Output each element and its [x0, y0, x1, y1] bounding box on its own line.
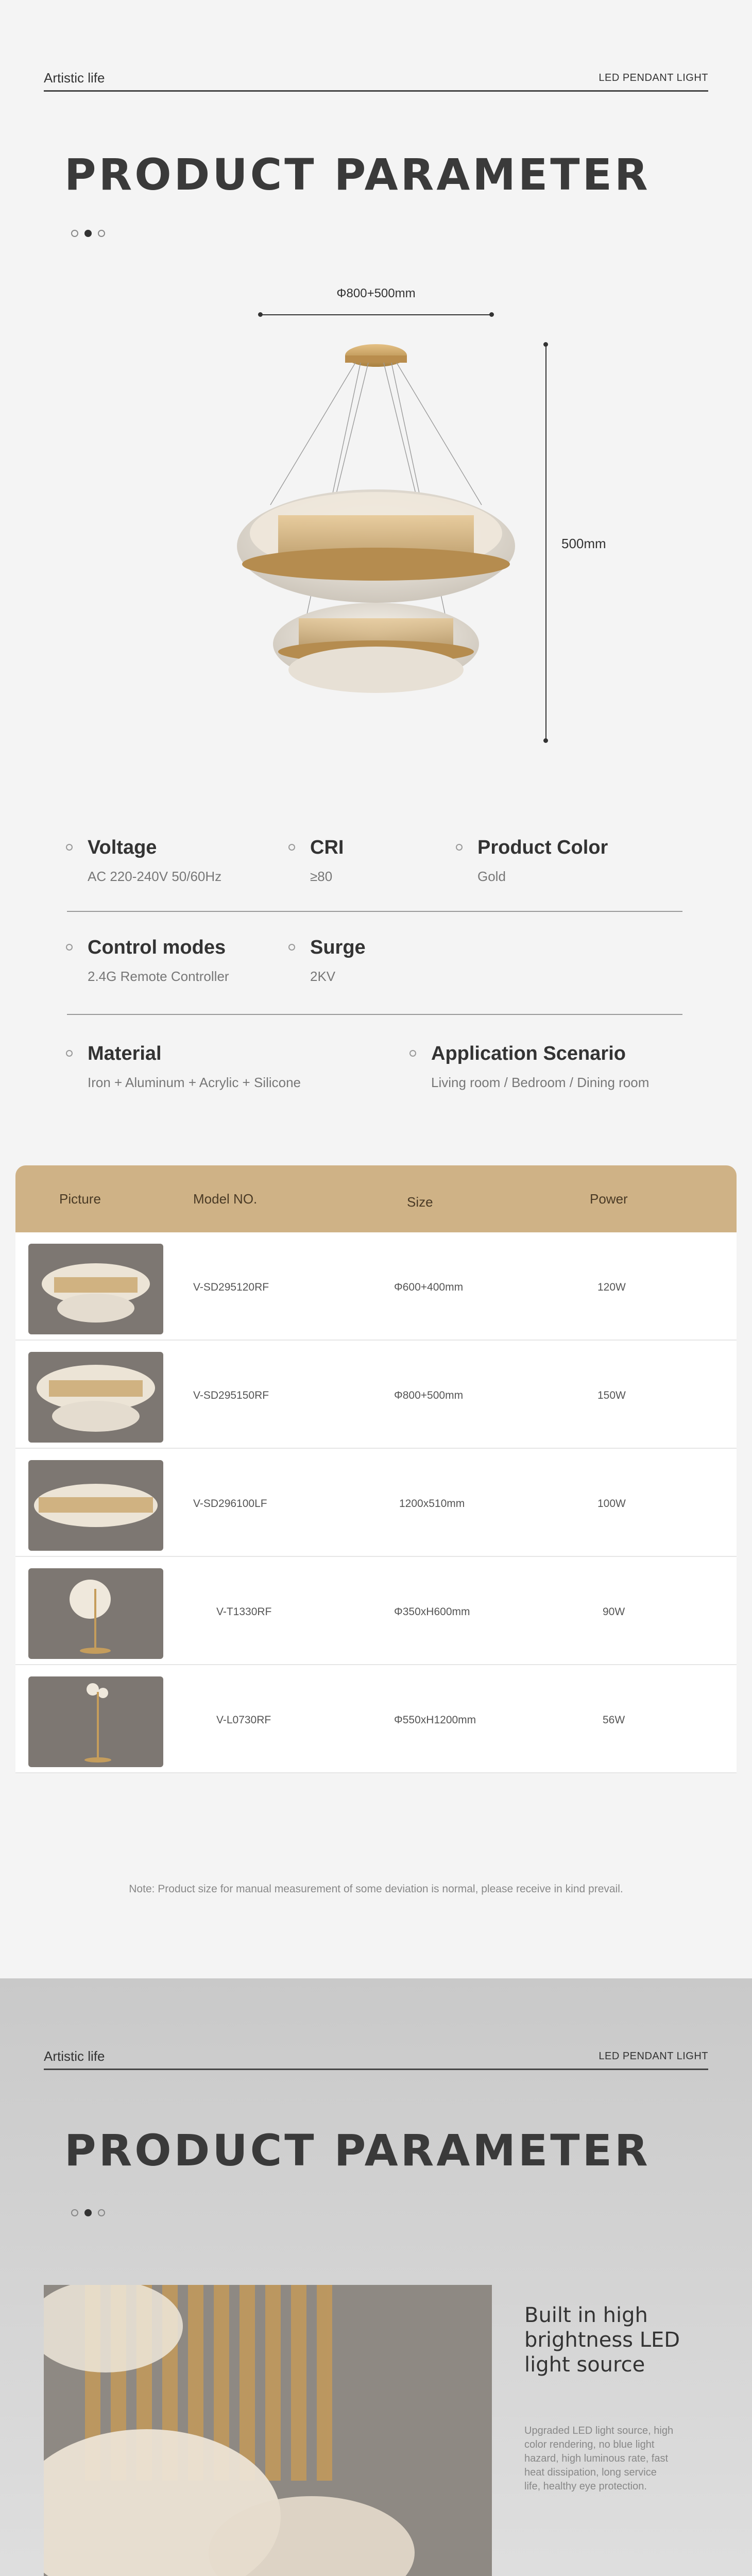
spec-label: Product Color	[477, 837, 608, 858]
model-cell: V-L0730RF	[216, 1714, 271, 1726]
product-thumbnail	[28, 1676, 163, 1767]
spec-label: Application Scenario	[431, 1043, 626, 1064]
divider	[67, 911, 682, 912]
power-cell: 120W	[597, 1281, 626, 1293]
table-row	[15, 1232, 737, 1341]
size-cell: Φ600+400mm	[394, 1281, 464, 1293]
bullet-icon	[288, 944, 295, 951]
spec-label: Material	[88, 1043, 162, 1064]
feature-section	[0, 1978, 752, 2576]
spec-value: ≥80	[310, 869, 333, 884]
carousel-dots[interactable]	[71, 230, 112, 240]
dot-1[interactable]	[71, 2209, 78, 2216]
feature-title: Built in high brightness LED light source	[524, 2303, 680, 2377]
table-row	[15, 1665, 737, 1773]
header-size: Size	[407, 1194, 433, 1210]
table-row	[15, 1557, 737, 1665]
table-row	[15, 1341, 737, 1449]
spec-label: Voltage	[88, 837, 157, 858]
model-cell: V-SD296100LF	[193, 1498, 267, 1510]
spec-value: Iron + Aluminum + Acrylic + Silicone	[88, 1075, 301, 1090]
dot-1[interactable]	[71, 230, 78, 237]
feature-description: Upgraded LED light source, high color rendering, no blue light hazard, high luminous rate, fast heat dissipation, long service life, healthy eye protection.	[524, 2425, 674, 2492]
header-power: Power	[590, 1191, 628, 1207]
spec-value: Living room / Bedroom / Dining room	[431, 1075, 650, 1090]
size-cell: 1200x510mm	[399, 1498, 465, 1510]
spec-value: Gold	[477, 869, 506, 884]
model-cell: V-T1330RF	[216, 1606, 272, 1618]
product-thumbnail	[28, 1568, 163, 1659]
product-thumbnail	[28, 1244, 163, 1334]
table-row	[15, 1449, 737, 1557]
spec-value: AC 220-240V 50/60Hz	[88, 869, 222, 884]
chandelier-image	[221, 330, 531, 752]
spec-label: Surge	[310, 937, 366, 958]
header-picture: Picture	[59, 1191, 101, 1207]
spec-value: 2KV	[310, 969, 336, 984]
product-thumbnail	[28, 1352, 163, 1443]
size-note: Note: Product size for manual measurement of some deviation is normal, please receive in kind prevail.	[129, 1883, 623, 1895]
size-cell: Φ350xH600mm	[394, 1606, 470, 1618]
width-label: Φ800+500mm	[336, 286, 416, 300]
table-header	[15, 1165, 737, 1232]
carousel-dots[interactable]	[71, 2209, 112, 2219]
brand-label: Artistic life	[44, 2048, 105, 2064]
bullet-icon	[288, 844, 295, 851]
model-cell: V-SD295120RF	[193, 1281, 269, 1293]
dot-2[interactable]	[84, 2209, 92, 2216]
bullet-icon	[409, 1050, 416, 1057]
spec-label: Control modes	[88, 937, 226, 958]
category-label: LED PENDANT LIGHT	[599, 2050, 708, 2062]
size-cell: Φ550xH1200mm	[394, 1714, 476, 1726]
power-cell: 100W	[597, 1498, 626, 1510]
top-bar	[44, 2039, 708, 2070]
power-cell: 150W	[597, 1389, 626, 1401]
bullet-icon	[66, 1050, 73, 1057]
size-cell: Φ800+500mm	[394, 1389, 464, 1401]
spec-label: CRI	[310, 837, 344, 858]
product-thumbnail	[28, 1460, 163, 1551]
bullet-icon	[66, 944, 73, 951]
page-title: PRODUCT PARAMETER	[64, 149, 651, 200]
width-dimension	[260, 309, 492, 319]
header-model: Model NO.	[193, 1191, 258, 1207]
height-label: 500mm	[561, 536, 606, 551]
dot-3[interactable]	[98, 230, 105, 237]
height-dimension	[543, 344, 549, 741]
dot-3[interactable]	[98, 2209, 105, 2216]
divider	[67, 1014, 682, 1015]
page-title: PRODUCT PARAMETER	[64, 2125, 651, 2176]
model-cell: V-SD295150RF	[193, 1389, 269, 1401]
brand-label: Artistic life	[44, 70, 105, 86]
led-source-photo	[44, 2285, 492, 2576]
category-label: LED PENDANT LIGHT	[599, 72, 708, 83]
bullet-icon	[456, 844, 463, 851]
power-cell: 90W	[603, 1606, 625, 1618]
spec-value: 2.4G Remote Controller	[88, 969, 229, 984]
top-bar	[44, 61, 708, 92]
bullet-icon	[66, 844, 73, 851]
dot-2[interactable]	[84, 230, 92, 237]
power-cell: 56W	[603, 1714, 625, 1726]
